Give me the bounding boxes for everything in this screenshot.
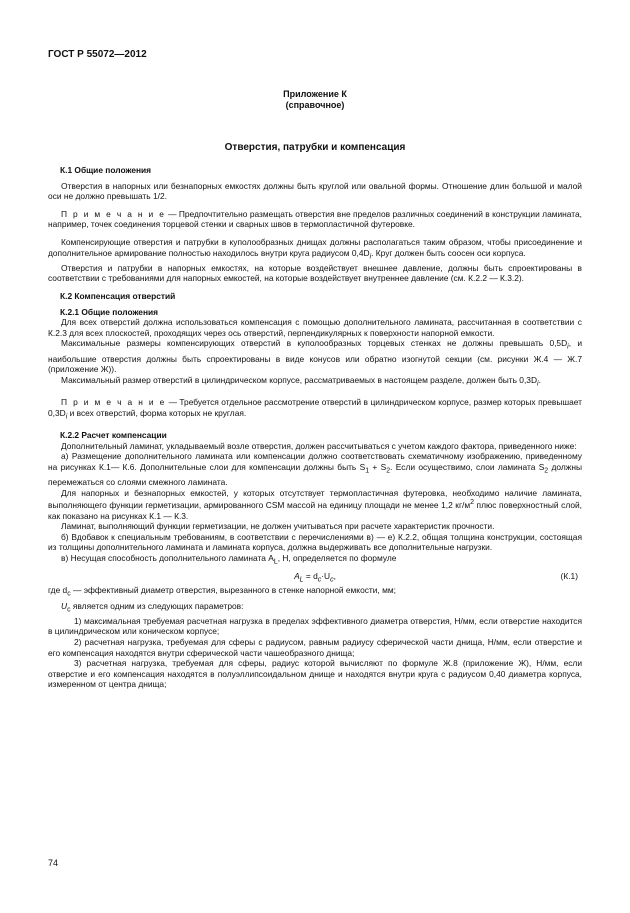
subscript: c xyxy=(317,576,322,584)
paragraph-text: . xyxy=(538,374,541,385)
formula-text: , xyxy=(333,571,336,582)
annex-title xyxy=(48,89,582,111)
paragraph-text: в) Несущая способность дополнительного ламината A xyxy=(61,552,274,563)
paragraph-text: + S xyxy=(369,461,387,472)
note-text: — Требуется отдельное рассмотрение отверстий в цилиндрическом корпусе, размер которых превышает 0,3D xyxy=(48,397,582,418)
subscript: 2 xyxy=(544,467,549,475)
subscript: i xyxy=(567,344,569,352)
note-text: и всех отверстий, форма которых не круглая. xyxy=(67,407,247,418)
paragraph-text: . Круг должен быть соосен оси корпуса. xyxy=(371,247,526,258)
paragraph-text: Максимальные размеры компенсирующих отверстий в куполообразных торцевых стенках не должны превышать 0,5D xyxy=(61,338,568,349)
formula-text: = d xyxy=(303,571,318,582)
list-item-b: б) Вдобавок к специальным требованиям, в соответствии с перечислениями в) — е) К.2.2, общая толщина конструкции, состоящая из толщины дополнительного ламината и ламината корпуса, должна выдерживать все дополнительные нагрузки. xyxy=(48,531,582,553)
note-text: — Предпочтительно размещать отверстия вне пределов различных соединений в конструкции ламината, например, точек соединения торцевой стенки и сварных швов в термопластичной футеровке. xyxy=(48,208,582,230)
standard-header: ГОСТ Р 55072—2012 xyxy=(48,49,147,60)
paragraph-text: Для напорных и безнапорных емкостей, у которых отсутствует термопластичная футеровка, необходимо наличие ламината, выполняющего функции герметизации, армированного CSM массой на единицу площади не менее 1,2 кг/м xyxy=(48,487,582,510)
subscript: L xyxy=(299,576,304,584)
list-item-a xyxy=(48,451,582,487)
paragraph: Отверстия в напорных или безнапорных емкостях должны быть круглой или овальной формы. Отношение длин большой и малой оси не должно превышать 1/2. xyxy=(48,180,582,202)
paragraph xyxy=(48,488,582,522)
list-item-3: 3) расчетная нагрузка, требуемая для сферы, радиус которой вычисляют по формуле Ж.8 (приложение Ж), Н/мм, если отверстие и его компенсация находятся в полуэллипсоидальном днище и находятся внутри круга с радиусом 0,40 диаметра корпуса, измеренном от центра днища; xyxy=(48,658,582,690)
note-label: П р и м е ч а н и е xyxy=(61,397,167,408)
annex-name: Приложение К xyxy=(283,89,347,99)
heading-k2: К.2 Компенсация отверстий xyxy=(60,291,176,302)
paragraph-text: где d xyxy=(48,585,68,596)
formula-symbol: U xyxy=(61,600,68,611)
formula-number: (К.1) xyxy=(560,571,578,582)
note-label: П р и м е ч а н и е xyxy=(61,208,166,219)
paragraph: Для всех отверстий должна использоваться компенсация с помощью дополнительного ламината, рассчитанная в соответствии с К.2.3 для всех плоскостей, проходящих через ось отверстий, перпендикулярных к поверхности напорной емкости. xyxy=(48,317,582,338)
paragraph-text: . Если осуществимо, слои ламината S xyxy=(390,461,545,472)
subscript: i xyxy=(537,380,539,388)
heading-k21: К.2.1 Общие положения xyxy=(60,306,159,317)
subscript: 1 xyxy=(365,467,370,475)
formula-text: ·U xyxy=(321,571,331,582)
annex-kind: (справочное) xyxy=(285,100,345,110)
heading-k1: К.1 Общие положения xyxy=(60,165,152,175)
paragraph: Дополнительный ламинат, укладываемый возле отверстия, должен рассчитываться с учетом каждого фактора, приведенного ниже: xyxy=(61,440,577,451)
formula-symbol: A xyxy=(294,571,300,582)
paragraph-text: плюс поверхностный слой, как показано на рисунках К.1 — К.3. xyxy=(48,500,582,521)
subscript: L xyxy=(273,558,278,566)
subscript: i xyxy=(65,413,68,421)
paragraph xyxy=(48,601,582,616)
formula-k1 xyxy=(48,571,582,585)
subscript: c xyxy=(330,576,334,584)
subscript: c xyxy=(67,606,71,614)
subscript: c xyxy=(67,590,71,598)
note xyxy=(48,209,582,230)
paragraph-text: — эффективный диаметр отверстия, вырезанного в стенке напорной емкости, мм; xyxy=(70,585,396,596)
paragraph-text: , и наибольшие отверстия должны быть спроектированы в виде конусов или обратно изогнутой секции (см. рисунки Ж.4 — Ж.7 (приложение Ж)). xyxy=(48,338,582,375)
subscript: i xyxy=(369,253,372,261)
list-item-v xyxy=(48,553,582,568)
document-body xyxy=(48,165,582,690)
heading-k22: К.2.2 Расчет компенсации xyxy=(60,429,167,440)
note xyxy=(48,397,582,423)
page-number: 74 xyxy=(48,858,59,868)
paragraph xyxy=(48,338,582,374)
list-item-2: 2) расчетная нагрузка, требуемая для сферы с радиусом, равным радиусу сферической части днища, Н/мм, если отверстие и его компенсация находятся внутри сферической части чашеобразного днища; xyxy=(48,636,582,658)
paragraph-text: должны перемежаться со слоями смежного ламината. xyxy=(48,461,582,488)
section-title: Отверстия, патрубки и компенсация xyxy=(224,142,406,153)
formula-expression xyxy=(48,571,582,586)
paragraph xyxy=(48,375,582,390)
paragraph-text: Максимальный размер отверстий в цилиндрическом корпусе, рассматриваемых в настоящем разделе, должен быть 0,3D xyxy=(61,374,537,385)
paragraph-text: а) Размещение дополнительного ламината или компенсации должно соответствовать схематичному изображению, приведенному на рисунках К.1— К.6. Дополнительные слои для компенсации должны быть S xyxy=(48,451,582,472)
where-clause xyxy=(48,585,582,600)
subscript: 2 xyxy=(386,467,391,475)
paragraph-text: Компенсирующие отверстия и патрубки в куполообразных днищах должны располагаться таким образом, чтобы присоединение и дополнительное армирование полностью находилось внутри круга радиусом 0,4D xyxy=(48,236,582,258)
paragraph: Ламинат, выполняющий функции герметизации, не должен учитываться при расчете характеристик прочности. xyxy=(61,521,495,532)
paragraph xyxy=(48,237,582,263)
paragraph-text: , Н, определяется по формуле xyxy=(277,552,397,563)
list-item-1: 1) максимальная требуемая расчетная нагрузка в пределах эффективного диаметра отверстия, Н/мм, если отверстие находится в цилиндрическом или коническом корпусе; xyxy=(48,615,582,637)
paragraph-text: является одним из следующих параметров: xyxy=(70,600,244,611)
superscript: 2 xyxy=(470,499,474,507)
paragraph: Отверстия и патрубки в напорных емкостях, на которые воздействует внешнее давление, должны быть спроектированы в соответствии с требованиями для напорных емкостей, на которые воздействует внутреннее давление (см. К.2.2 — К.3.2). xyxy=(48,262,582,284)
